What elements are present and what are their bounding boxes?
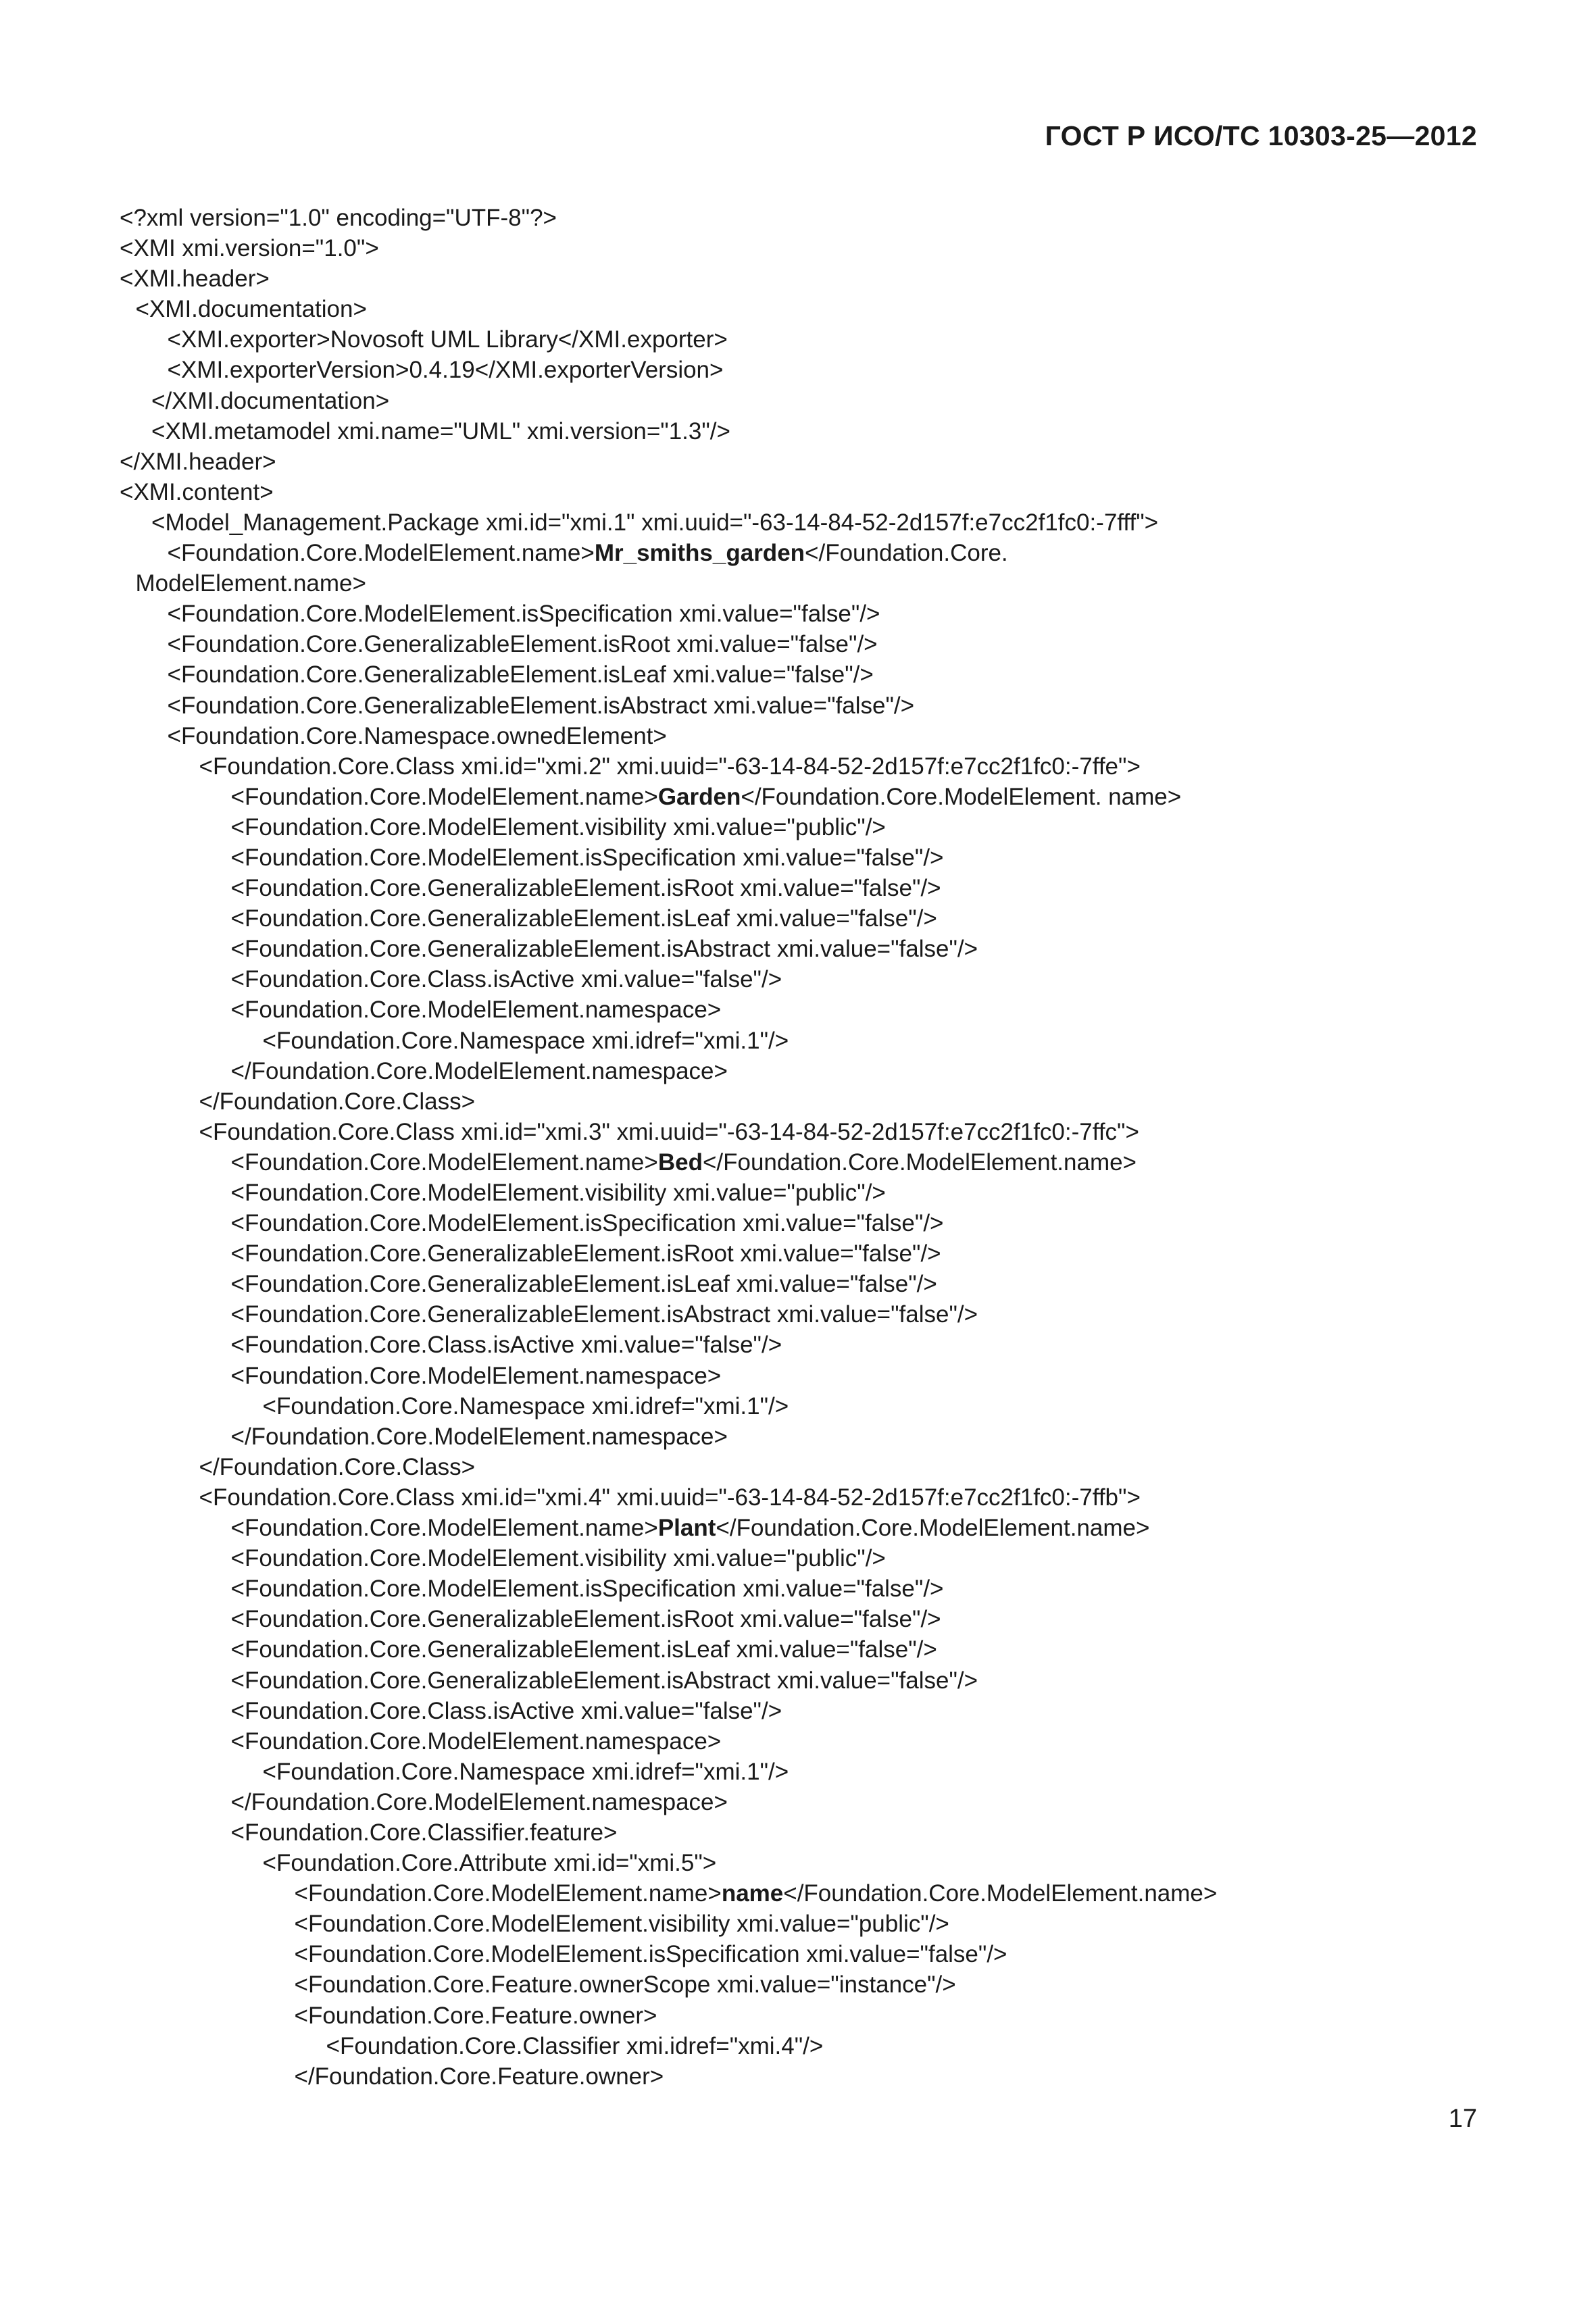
- xml-line-text: <Foundation.Core.ModelElement.namespace>: [230, 1728, 722, 1755]
- xml-line: [120, 2031, 1498, 2061]
- xml-line: [120, 1696, 1498, 1726]
- xml-line-text: </Foundation.Core.ModelElement.namespace>: [230, 1788, 728, 1815]
- xml-line-text: </Foundation.Core.Class>: [199, 1453, 476, 1480]
- xml-line-text: </Foundation.Core.Feature.owner>: [294, 2063, 664, 2090]
- xml-line: [120, 629, 1498, 659]
- xml-line: [120, 1939, 1498, 1969]
- xml-line-text: <Foundation.Core.ModelElement.name>: [167, 540, 595, 567]
- xml-line: [120, 2061, 1498, 2092]
- element-name-value: name: [721, 1880, 784, 1907]
- xml-line-text: <Foundation.Core.Classifier xmi.idref="xmi.4"/>: [326, 2032, 824, 2059]
- xml-line: [120, 782, 1498, 812]
- element-name-value: Plant: [657, 1515, 716, 1542]
- xml-line: [120, 1178, 1498, 1208]
- xml-line: [120, 1147, 1498, 1178]
- xml-line-text: <Foundation.Core.ModelElement.visibility xmi.value="public"/>: [294, 1911, 949, 1938]
- xml-line-text: <Foundation.Core.GeneralizableElement.isRoot xmi.value="false"/>: [167, 631, 878, 658]
- xml-line-text: <Foundation.Core.ModelElement.isSpecification xmi.value="false"/>: [294, 1941, 1007, 1968]
- xml-line: [120, 1969, 1498, 2000]
- xml-line-text: <Foundation.Core.GeneralizableElement.isAbstract xmi.value="false"/>: [230, 936, 978, 963]
- xml-line: [120, 659, 1498, 690]
- page-number: 17: [1448, 2105, 1477, 2133]
- xml-line: [120, 964, 1498, 995]
- xml-line-text: <Foundation.Core.Class xmi.id="xmi.4" xmi.uuid="-63-14-84-52-2d157f:e7cc2f1fc0:-7ffb">: [199, 1484, 1141, 1511]
- xml-line-text: </Foundation.Core.ModelElement.namespace>: [230, 1057, 728, 1084]
- xml-line: [120, 2001, 1498, 2031]
- xml-line-text: <XMI.metamodel xmi.name="UML" xmi.version="1.3"/>: [151, 418, 730, 445]
- xml-line-text: <Model_Management.Package xmi.id="xmi.1" xmi.uuid="-63-14-84-52-2d157f:e7cc2f1fc0:-7fff">: [151, 509, 1159, 536]
- xml-line-text: </XMI.header>: [120, 448, 276, 475]
- xml-line-text: <Foundation.Core.GeneralizableElement.isAbstract xmi.value="false"/>: [230, 1301, 978, 1328]
- xml-line: [120, 1299, 1498, 1330]
- xml-line: [120, 355, 1498, 385]
- xml-line-text: <XMI.content>: [120, 478, 274, 505]
- xml-line: [120, 1726, 1498, 1757]
- xml-line: [120, 599, 1498, 629]
- xml-line-text: <Foundation.Core.ModelElement.isSpecification xmi.value="false"/>: [230, 1576, 944, 1603]
- xml-line: [120, 1604, 1498, 1634]
- xml-line-text: <Foundation.Core.GeneralizableElement.isLeaf xmi.value="false"/>: [230, 1636, 937, 1663]
- xml-line-text: <Foundation.Core.ModelElement.visibility xmi.value="public"/>: [230, 1545, 886, 1572]
- xml-line-text: <Foundation.Core.Class xmi.id="xmi.3" xmi.uuid="-63-14-84-52-2d157f:e7cc2f1fc0:-7ffc">: [199, 1118, 1139, 1145]
- xml-line-text: <Foundation.Core.GeneralizableElement.isLeaf xmi.value="false"/>: [230, 905, 937, 932]
- xml-line: [120, 1574, 1498, 1604]
- xml-line: [120, 386, 1498, 416]
- xml-line: [120, 263, 1498, 294]
- xml-line-text: <Foundation.Core.ModelElement.isSpecification xmi.value="false"/>: [230, 844, 944, 871]
- xml-line-text: </Foundation.Core.Class>: [199, 1088, 476, 1115]
- xml-line: [120, 1817, 1498, 1848]
- xml-line: [120, 1513, 1498, 1543]
- xml-line-text: <Foundation.Core.GeneralizableElement.isRoot xmi.value="false"/>: [230, 1606, 941, 1633]
- xml-line-closing-tag: </Foundation.Core.ModelElement.name>: [783, 1880, 1218, 1907]
- xml-line-text: <Foundation.Core.GeneralizableElement.isAbstract xmi.value="false"/>: [230, 1667, 978, 1694]
- xml-line-text: <Foundation.Core.Class.isActive xmi.value="false"/>: [230, 1697, 782, 1724]
- xml-line: [120, 1543, 1498, 1574]
- standard-designation-header: ГОСТ Р ИСО/ТС 10303-25—2012: [1045, 120, 1477, 151]
- xml-line: [120, 1878, 1498, 1909]
- xml-line: [120, 690, 1498, 721]
- xml-line: [120, 1117, 1498, 1147]
- xml-line: [120, 233, 1498, 263]
- xml-line-text: <Foundation.Core.GeneralizableElement.isLeaf xmi.value="false"/>: [230, 1271, 937, 1298]
- xml-line-text: <Foundation.Core.GeneralizableElement.isAbstract xmi.value="false"/>: [167, 692, 915, 719]
- xml-line-closing-tag: </Foundation.Core.ModelElement.name>: [702, 1149, 1137, 1176]
- xml-line-text: <Foundation.Core.Namespace.ownedElement>: [167, 722, 667, 749]
- xml-line: [120, 416, 1498, 447]
- xml-line-text: <XMI xmi.version="1.0">: [120, 235, 379, 262]
- xml-line: [120, 903, 1498, 934]
- xml-line-text: <XMI.header>: [120, 266, 270, 293]
- xml-line-closing-tag: </Foundation.Core.ModelElement.name>: [716, 1515, 1150, 1542]
- xml-line-text: <Foundation.Core.ModelElement.name>: [230, 783, 658, 810]
- xml-line-text: <Foundation.Core.GeneralizableElement.isLeaf xmi.value="false"/>: [167, 661, 874, 688]
- xml-line: [120, 324, 1498, 355]
- xml-line-text: <Foundation.Core.ModelElement.isSpecification xmi.value="false"/>: [167, 601, 880, 628]
- xml-line: [120, 842, 1498, 873]
- xml-line: [120, 995, 1498, 1025]
- xml-line: [120, 538, 1498, 568]
- xml-line-text: <Foundation.Core.ModelElement.namespace>: [230, 997, 722, 1024]
- xml-line: [120, 1269, 1498, 1299]
- xml-line-text: </Foundation.Core.ModelElement.namespace>: [230, 1423, 728, 1450]
- xml-line: [120, 1422, 1498, 1452]
- element-name-value: Mr_smiths_garden: [594, 540, 805, 567]
- xml-line-text: <Foundation.Core.ModelElement.name>: [230, 1515, 658, 1542]
- xml-line-text: <Foundation.Core.Classifier.feature>: [230, 1819, 618, 1846]
- xml-listing: [120, 203, 1498, 2092]
- xml-line: [120, 1391, 1498, 1422]
- xml-line: [120, 568, 1498, 599]
- xml-line: [120, 294, 1498, 324]
- xml-line: [120, 1665, 1498, 1696]
- xml-line-text: </XMI.documentation>: [151, 387, 390, 414]
- xml-line: [120, 873, 1498, 903]
- xml-line-text: <XMI.exporterVersion>0.4.19</XMI.exporterVersion>: [167, 357, 724, 384]
- xml-line: [120, 1634, 1498, 1665]
- xml-line: [120, 812, 1498, 842]
- xml-line-text: <Foundation.Core.ModelElement.name>: [230, 1149, 658, 1176]
- xml-line: [120, 751, 1498, 782]
- xml-line: [120, 203, 1498, 233]
- xml-line: [120, 1361, 1498, 1391]
- xml-line-text: <Foundation.Core.GeneralizableElement.isRoot xmi.value="false"/>: [230, 1240, 941, 1267]
- xml-line: [120, 1330, 1498, 1360]
- element-name-value: Garden: [657, 783, 741, 810]
- xml-line: [120, 721, 1498, 751]
- xml-line-text: <Foundation.Core.ModelElement.name>: [294, 1880, 722, 1907]
- xml-line-text: <Foundation.Core.Feature.owner>: [294, 2002, 657, 2029]
- element-name-value: Bed: [657, 1149, 703, 1176]
- xml-line: [120, 934, 1498, 964]
- xml-line: [120, 1787, 1498, 1817]
- xml-line: [120, 1482, 1498, 1513]
- xml-line: [120, 447, 1498, 477]
- xml-line-text: <Foundation.Core.Attribute xmi.id="xmi.5">: [262, 1850, 717, 1877]
- xml-line: [120, 1026, 1498, 1056]
- xml-line: [120, 507, 1498, 538]
- xml-line: [120, 477, 1498, 507]
- xml-line-text: <Foundation.Core.ModelElement.visibility xmi.value="public"/>: [230, 1180, 886, 1206]
- xml-line-text: <Foundation.Core.Class.isActive xmi.value="false"/>: [230, 966, 782, 993]
- xml-line-closing-tag: </Foundation.Core.: [805, 540, 1008, 567]
- xml-line: [120, 1056, 1498, 1086]
- xml-line-text: <?xml version="1.0" encoding="UTF-8"?>: [120, 205, 557, 231]
- xml-line-text: ModelElement.name>: [135, 570, 366, 597]
- xml-line: [120, 1208, 1498, 1238]
- xml-line: [120, 1848, 1498, 1878]
- xml-line: [120, 1086, 1498, 1117]
- xml-line-text: <Foundation.Core.ModelElement.isSpecification xmi.value="false"/>: [230, 1210, 944, 1237]
- xml-line: [120, 1238, 1498, 1269]
- xml-line-text: <Foundation.Core.ModelElement.visibility xmi.value="public"/>: [230, 813, 886, 840]
- xml-line: [120, 1909, 1498, 1939]
- xml-line-text: <Foundation.Core.Feature.ownerScope xmi.value="instance"/>: [294, 1971, 956, 1998]
- xml-line-text: <XMI.exporter>Novosoft UML Library</XMI.exporter>: [167, 326, 728, 353]
- xml-line-text: <Foundation.Core.Class.isActive xmi.value="false"/>: [230, 1332, 782, 1359]
- xml-line-text: <XMI.documentation>: [135, 296, 367, 323]
- xml-line-text: <Foundation.Core.Class xmi.id="xmi.2" xmi.uuid="-63-14-84-52-2d157f:e7cc2f1fc0:-7ffe">: [199, 753, 1141, 780]
- xml-line: [120, 1757, 1498, 1787]
- xml-line: [120, 1452, 1498, 1482]
- xml-line-text: <Foundation.Core.ModelElement.namespace>: [230, 1362, 722, 1389]
- xml-line-text: <Foundation.Core.Namespace xmi.idref="xmi.1"/>: [262, 1027, 789, 1054]
- xml-line-closing-tag: </Foundation.Core.ModelElement. name>: [741, 783, 1182, 810]
- xml-line-text: <Foundation.Core.Namespace xmi.idref="xmi.1"/>: [262, 1392, 789, 1419]
- xml-line-text: <Foundation.Core.Namespace xmi.idref="xmi.1"/>: [262, 1758, 789, 1785]
- xml-line-text: <Foundation.Core.GeneralizableElement.isRoot xmi.value="false"/>: [230, 875, 941, 902]
